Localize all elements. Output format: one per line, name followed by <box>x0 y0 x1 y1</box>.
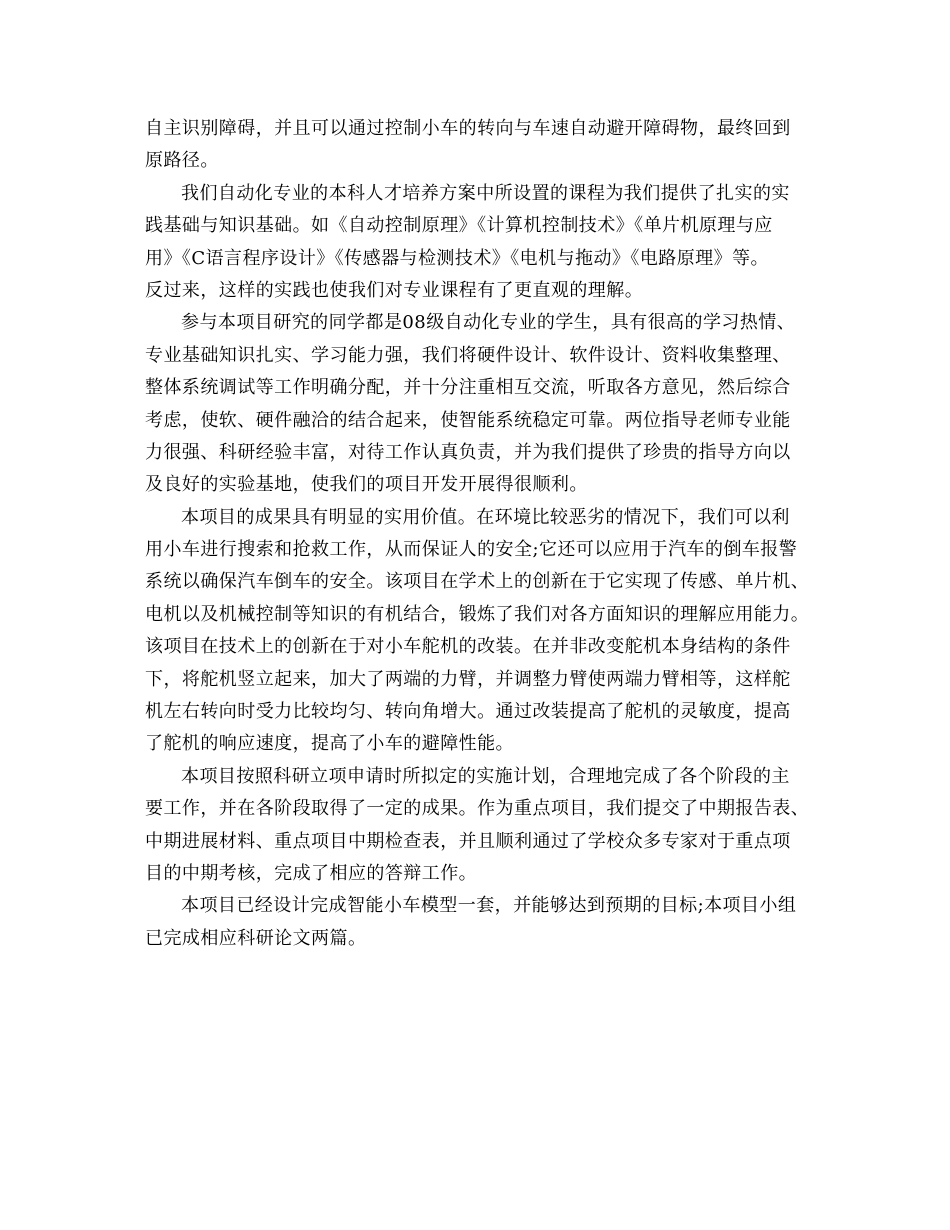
paragraph-first-line: 本项目已经设计完成智能小车模型一套，并能够达到预期的目标;本项目小组 <box>181 895 797 917</box>
text-line: 及良好的实验基地，使我们的项目开发开展得很顺利。 <box>145 474 588 496</box>
text-line: 了舵机的响应速度，提高了小车的避障性能。 <box>145 733 514 755</box>
text-line: 力很强、科研经验丰富，对待工作认真负责，并为我们提供了珍贵的指导方向以 <box>145 441 791 463</box>
paragraph-first-line: 我们自动化专业的本科人才培养方案中所设置的课程为我们提供了扎实的实 <box>181 182 790 204</box>
text-line: 机左右转向时受力比较均匀、转向角增大。通过改装提高了舵机的灵敏度，提高 <box>145 701 791 723</box>
paragraph-first-line: 本项目按照科研立项申请时所拟定的实施计划，合理地完成了各个阶段的主 <box>181 765 790 787</box>
text-line: 反过来，这样的实践也使我们对专业课程有了更直观的理解。 <box>145 279 644 301</box>
text-line: 自主识别障碍，并且可以通过控制小车的转向与车速自动避开障碍物，最终回到 <box>145 118 791 139</box>
text-line: 该项目在技术上的创新在于对小车舵机的改装。在并非改变舵机本身结构的条件 <box>145 636 791 658</box>
text-line: 中期进展材料、重点项目中期检查表，并且顺利通过了学校众多专家对于重点项 <box>145 830 791 852</box>
text-line: 系统以确保汽车倒车的安全。该项目在学术上的创新在于它实现了传感、单片机、 <box>145 571 810 593</box>
text-line: 下，将舵机竖立起来，加大了两端的力臂，并调整力臂使两端力臂相等，这样舵 <box>145 668 791 690</box>
text-line: 已完成相应科研论文两篇。 <box>145 927 367 949</box>
text-line: 原路径。 <box>145 150 219 172</box>
text-line: 要工作，并在各阶段取得了一定的成果。作为重点项目，我们提交了中期报告表、 <box>145 798 810 820</box>
text-line: 用》《C语言程序设计》《传感器与检测技术》《电机与拖动》《电路原理》等。 <box>145 247 769 269</box>
paragraph-first-line: 本项目的成果具有明显的实用价值。在环境比较恶劣的情况下，我们可以利 <box>181 506 790 528</box>
text-line: 专业基础知识扎实、学习能力强，我们将硬件设计、软件设计、资料收集整理、 <box>145 344 791 366</box>
text-line: 整体系统调试等工作明确分配，并十分注重相互交流，听取各方意见，然后综合 <box>145 377 791 399</box>
text-line: 电机以及机械控制等知识的有机结合，锻炼了我们对各方面知识的理解应用能力。 <box>145 603 810 625</box>
text-line: 践基础与知识基础。如《自动控制原理》《计算机控制技术》《单片机原理与应 <box>145 215 773 237</box>
text-line: 用小车进行搜索和抢救工作，从而保证人的安全;它还可以应用于汽车的倒车报警 <box>145 539 798 561</box>
text-line: 考虑，使软、硬件融洽的结合起来，使智能系统稳定可靠。两位指导老师专业能 <box>145 409 791 431</box>
body-text <box>145 113 817 955</box>
paragraph-first-line: 参与本项目研究的同学都是08级自动化专业的学生，具有很高的学习热情、 <box>181 312 796 334</box>
text-line: 目的中期考核，完成了相应的答辩工作。 <box>145 862 478 884</box>
